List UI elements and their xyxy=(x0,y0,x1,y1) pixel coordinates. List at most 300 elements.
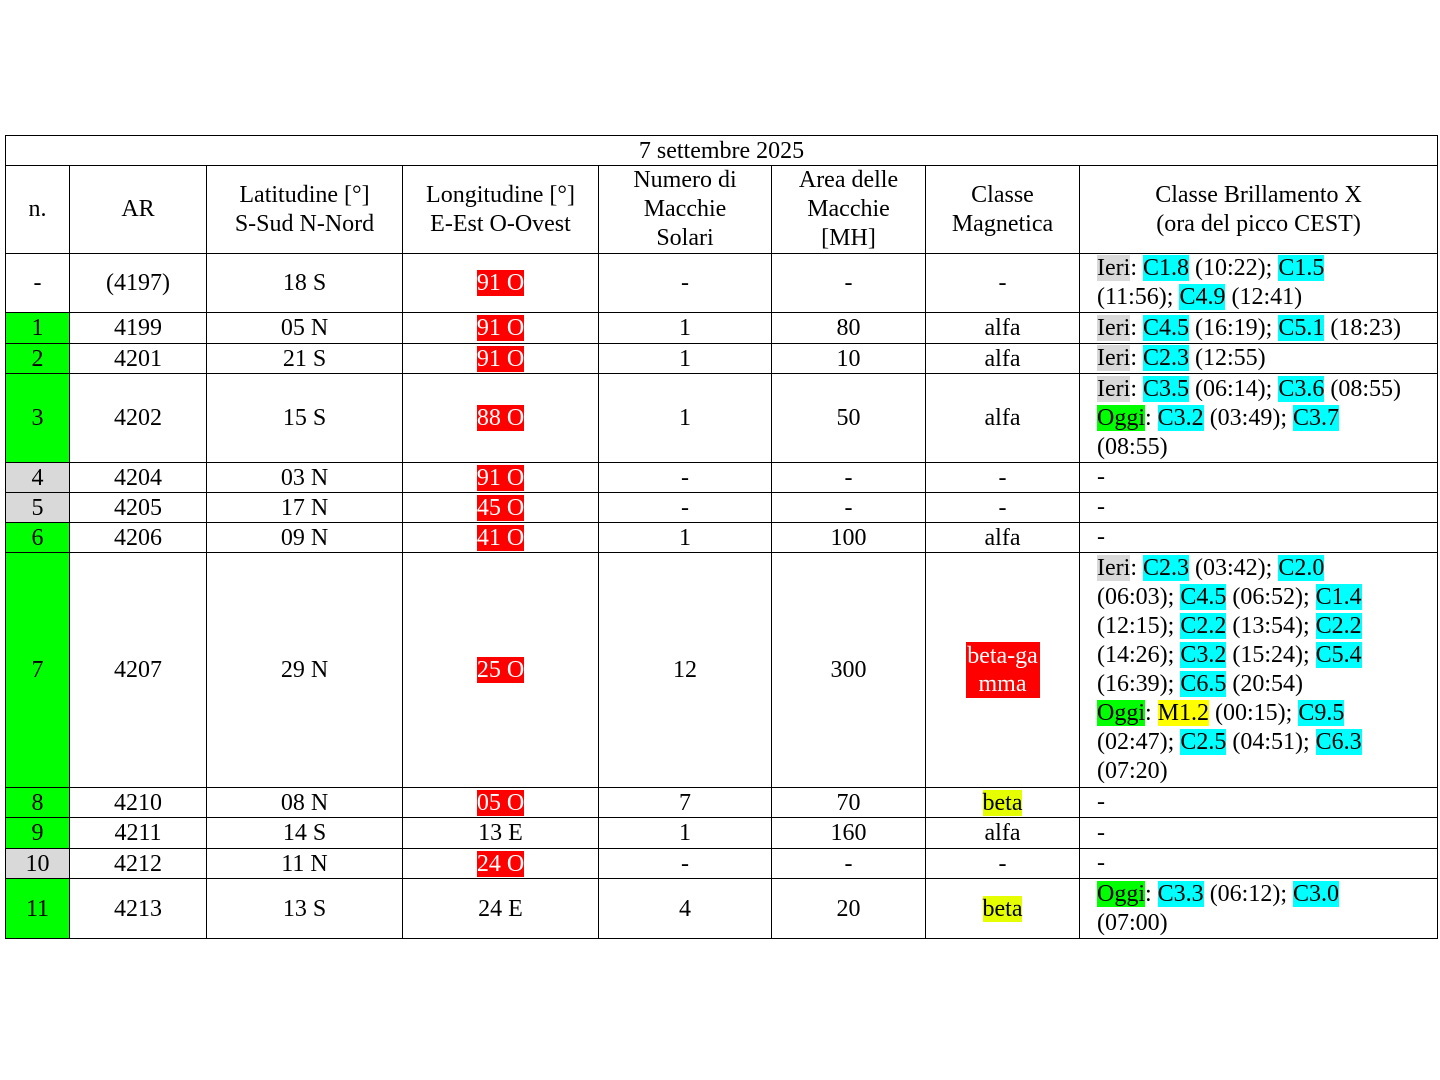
header-line: Solari xyxy=(656,225,714,251)
header-line: Classe xyxy=(971,181,1034,208)
sunspot-table xyxy=(5,135,1438,939)
flare-line xyxy=(1097,314,1431,343)
active-region-text: (4197) xyxy=(106,270,170,296)
longitude-text: 24 E xyxy=(478,895,523,922)
flare-class-value: C5.1 xyxy=(1278,314,1325,341)
flare-line xyxy=(1097,433,1431,462)
sunspot-count xyxy=(599,818,772,849)
flare-class xyxy=(1080,344,1438,374)
day-label-today: Oggi xyxy=(1097,880,1145,907)
table-row xyxy=(6,879,1438,939)
magnetic-class xyxy=(926,493,1080,523)
flare-line xyxy=(1097,757,1431,786)
latitude-text: 14 S xyxy=(282,820,327,846)
header-line: AR xyxy=(121,196,155,222)
flare-line xyxy=(1097,254,1431,283)
latitude xyxy=(207,788,403,818)
magnetic-class xyxy=(926,313,1080,344)
flare-text: (12:15); xyxy=(1097,613,1181,639)
longitude-text: 24 O xyxy=(476,850,525,877)
active-region xyxy=(70,493,207,523)
row-number-text: 4 xyxy=(31,464,44,491)
flare-line xyxy=(1097,404,1431,433)
longitude-text: 41 O xyxy=(476,524,525,551)
longitude xyxy=(403,344,599,374)
flare-text: - xyxy=(1097,850,1105,876)
longitude-text: 05 O xyxy=(476,789,525,816)
flare-text: (07:00) xyxy=(1097,909,1168,936)
active-region-text: 4204 xyxy=(114,464,162,491)
sunspot-count-text: 1 xyxy=(679,524,691,551)
latitude xyxy=(207,818,403,849)
active-region-text: 4207 xyxy=(114,657,162,683)
sunspot-count-text: 1 xyxy=(679,405,691,431)
flare-line xyxy=(1097,788,1431,817)
magnetic-class-text: beta-gamma xyxy=(967,643,1038,697)
sunspot-count-text: 12 xyxy=(673,657,697,683)
sunspot-count-text: - xyxy=(681,270,689,296)
flare-text: (14:26); xyxy=(1097,642,1181,668)
magnetic-class xyxy=(926,344,1080,374)
flare-class xyxy=(1080,374,1438,463)
active-region xyxy=(70,463,207,493)
header-row xyxy=(6,166,1438,254)
longitude xyxy=(403,879,599,939)
flare-class-value: M1.2 xyxy=(1157,700,1210,726)
flare-class-value: C3.7 xyxy=(1293,404,1340,431)
latitude xyxy=(207,313,403,344)
sunspot-area xyxy=(772,818,926,849)
sunspot-count xyxy=(599,493,772,523)
flare-text: - xyxy=(1097,524,1105,550)
flare-text: - xyxy=(1097,494,1105,520)
flare-line xyxy=(1097,554,1431,583)
flare-text: (13:54); xyxy=(1226,613,1316,639)
sunspot-area xyxy=(772,463,926,493)
flare-line xyxy=(1097,728,1431,757)
latitude-text: 21 S xyxy=(282,345,327,372)
flare-text: (12:55) xyxy=(1189,345,1266,371)
latitude xyxy=(207,879,403,939)
flare-class xyxy=(1080,523,1438,553)
flare-text: (00:15); xyxy=(1209,700,1299,726)
row-number-text: 10 xyxy=(25,850,50,877)
magnetic-class xyxy=(926,849,1080,879)
row-number-text: 2 xyxy=(31,345,44,372)
sunspot-area-text: 300 xyxy=(830,657,867,683)
active-region xyxy=(70,879,207,939)
sunspot-count xyxy=(599,254,772,313)
latitude-text: 15 S xyxy=(282,405,327,431)
longitude-text: 88 O xyxy=(476,405,525,431)
day-label-yesterday: Ieri xyxy=(1097,314,1131,341)
flare-line xyxy=(1097,670,1431,699)
row-number xyxy=(6,493,70,523)
latitude-text: 03 N xyxy=(280,464,329,491)
header-line: (ora del picco CEST) xyxy=(1156,210,1361,237)
header-line: n. xyxy=(28,196,47,222)
flare-text: (06:12); xyxy=(1203,880,1294,907)
sunspot-count-text: 1 xyxy=(679,315,691,341)
table-row xyxy=(6,463,1438,493)
active-region xyxy=(70,254,207,313)
latitude-text: 09 N xyxy=(280,524,329,551)
sunspot-count-text: 1 xyxy=(679,820,691,846)
table-title: 7 settembre 2025 xyxy=(6,136,1438,166)
flare-class-value: C3.5 xyxy=(1142,375,1189,402)
header-line: S-Sud N-Nord xyxy=(234,210,375,237)
flare-text: : xyxy=(1130,314,1143,341)
flare-text: (02:47); xyxy=(1097,729,1181,755)
sunspot-count-text: - xyxy=(681,494,689,521)
flare-line xyxy=(1097,463,1431,492)
flare-class xyxy=(1080,493,1438,523)
flare-line xyxy=(1097,375,1431,404)
flare-class xyxy=(1080,553,1438,788)
sunspot-count xyxy=(599,463,772,493)
sunspot-count-text: 4 xyxy=(679,895,691,922)
sunspot-count xyxy=(599,313,772,344)
flare-text: (10:22); xyxy=(1189,255,1279,281)
row-number xyxy=(6,553,70,788)
flare-class-value: C1.8 xyxy=(1142,255,1189,281)
flare-line xyxy=(1097,880,1431,909)
longitude-text: 91 O xyxy=(476,315,525,341)
header-line: Macchie xyxy=(643,196,727,222)
flare-class xyxy=(1080,879,1438,939)
table-row xyxy=(6,788,1438,818)
magnetic-class xyxy=(926,553,1080,788)
magnetic-class xyxy=(926,463,1080,493)
sunspot-count-text: 7 xyxy=(679,789,691,816)
active-region xyxy=(70,523,207,553)
header-latitude xyxy=(207,166,403,254)
flare-line xyxy=(1097,283,1431,312)
active-region-text: 4212 xyxy=(114,850,162,877)
header-line: Macchie xyxy=(807,196,890,222)
table-row xyxy=(6,254,1438,313)
sunspot-area xyxy=(772,849,926,879)
flare-class-value: C2.2 xyxy=(1315,613,1362,639)
header-n xyxy=(6,166,70,254)
longitude xyxy=(403,818,599,849)
table-row xyxy=(6,313,1438,344)
active-region xyxy=(70,553,207,788)
flare-class-value: C4.5 xyxy=(1142,314,1189,341)
flare-text: (16:19); xyxy=(1189,314,1279,341)
magnetic-class-text: - xyxy=(998,494,1007,521)
magnetic-class-text: alfa xyxy=(984,405,1021,431)
latitude-text: 11 N xyxy=(281,850,328,877)
flare-class-value: C9.5 xyxy=(1298,700,1345,726)
flare-class-value: C4.9 xyxy=(1179,284,1226,310)
row-number xyxy=(6,344,70,374)
flare-class-value: C3.3 xyxy=(1157,880,1204,907)
table-row xyxy=(6,344,1438,374)
active-region-text: 4199 xyxy=(114,315,162,341)
longitude-text: 91 O xyxy=(476,464,525,491)
header-line: Area delle xyxy=(798,167,899,193)
sunspot-area-text: 10 xyxy=(836,345,861,372)
flare-class-value: C2.2 xyxy=(1180,613,1227,639)
latitude xyxy=(207,523,403,553)
row-number xyxy=(6,818,70,849)
longitude-text: 45 O xyxy=(476,494,525,521)
day-label-yesterday: Ieri xyxy=(1097,255,1131,281)
row-number xyxy=(6,879,70,939)
table-row xyxy=(6,553,1438,788)
latitude-text: 18 S xyxy=(282,270,327,296)
longitude-text: 91 O xyxy=(476,345,525,372)
flare-text: : xyxy=(1145,404,1158,431)
row-number-text: 11 xyxy=(25,895,50,922)
flare-text: (04:51); xyxy=(1226,729,1316,755)
flare-class-value: C2.3 xyxy=(1142,345,1189,371)
latitude-text: 08 N xyxy=(280,789,329,816)
flare-text: (06:52); xyxy=(1226,584,1316,610)
active-region xyxy=(70,344,207,374)
magnetic-class xyxy=(926,788,1080,818)
flare-text: : xyxy=(1130,375,1143,402)
latitude xyxy=(207,849,403,879)
header-line: Classe Brillamento X xyxy=(1155,181,1362,208)
flare-class-value: C3.0 xyxy=(1293,880,1340,907)
table-row xyxy=(6,374,1438,463)
flare-class-value: C2.5 xyxy=(1180,729,1227,755)
magnetic-class-text: - xyxy=(998,850,1007,877)
header-line: E-Est O-Ovest xyxy=(430,210,571,237)
magnetic-class xyxy=(926,818,1080,849)
flare-text: (20:54) xyxy=(1226,671,1303,697)
flare-line xyxy=(1097,523,1431,552)
longitude-text: 13 E xyxy=(478,820,523,846)
header-ar xyxy=(70,166,207,254)
longitude xyxy=(403,788,599,818)
longitude xyxy=(403,254,599,313)
flare-class xyxy=(1080,313,1438,344)
row-number xyxy=(6,788,70,818)
flare-class-value: C3.2 xyxy=(1180,642,1227,668)
flare-class xyxy=(1080,254,1438,313)
flare-class-value: C2.0 xyxy=(1278,555,1325,581)
longitude-text: 91 O xyxy=(476,270,525,296)
longitude xyxy=(403,493,599,523)
active-region-text: 4213 xyxy=(114,895,162,922)
sunspot-area-text: 70 xyxy=(836,789,861,816)
row-number-text: - xyxy=(33,270,42,296)
sunspot-count xyxy=(599,344,772,374)
magnetic-class xyxy=(926,374,1080,463)
latitude xyxy=(207,553,403,788)
sunspot-count xyxy=(599,523,772,553)
active-region xyxy=(70,788,207,818)
active-region xyxy=(70,313,207,344)
header-line: Latitudine [°] xyxy=(239,181,370,208)
table-row xyxy=(6,523,1438,553)
sunspot-area xyxy=(772,313,926,344)
day-label-yesterday: Ieri xyxy=(1097,345,1131,371)
sunspot-area xyxy=(772,254,926,313)
flare-text: (11:56); xyxy=(1097,284,1180,310)
flare-class-value: C1.5 xyxy=(1278,255,1325,281)
sunspot-area-text: - xyxy=(844,464,853,491)
latitude-text: 05 N xyxy=(280,315,329,341)
flare-line xyxy=(1097,612,1431,641)
flare-text: (16:39); xyxy=(1097,671,1181,697)
magnetic-class xyxy=(926,254,1080,313)
sunspot-area-text: 50 xyxy=(836,405,861,431)
sunspot-area-text: 100 xyxy=(830,524,867,551)
row-number-text: 5 xyxy=(31,494,44,521)
sunspot-area xyxy=(772,493,926,523)
longitude xyxy=(403,523,599,553)
day-label-today: Oggi xyxy=(1097,700,1145,726)
flare-class xyxy=(1080,788,1438,818)
header-line: Numero di xyxy=(633,167,737,193)
flare-line xyxy=(1097,641,1431,670)
sunspot-count xyxy=(599,849,772,879)
magnetic-class xyxy=(926,523,1080,553)
sunspot-count-text: - xyxy=(681,850,689,877)
flare-text: (03:49); xyxy=(1203,404,1294,431)
flare-text: - xyxy=(1097,789,1105,815)
flare-text: (06:03); xyxy=(1097,584,1181,610)
sunspot-count xyxy=(599,788,772,818)
flare-class xyxy=(1080,818,1438,849)
active-region-text: 4210 xyxy=(114,789,162,816)
row-number xyxy=(6,463,70,493)
flare-line xyxy=(1097,583,1431,612)
sunspot-count xyxy=(599,879,772,939)
header-sunspot-area xyxy=(772,166,926,254)
table-row xyxy=(6,849,1438,879)
longitude xyxy=(403,553,599,788)
magnetic-class-text: alfa xyxy=(984,345,1021,372)
flare-text: (06:14); xyxy=(1189,375,1279,402)
magnetic-class-text: beta xyxy=(982,789,1023,816)
flare-class xyxy=(1080,463,1438,493)
flare-class-value: C6.5 xyxy=(1180,671,1227,697)
flare-class-value: C6.3 xyxy=(1315,729,1362,755)
header-magnetic-class xyxy=(926,166,1080,254)
sunspot-count xyxy=(599,374,772,463)
row-number xyxy=(6,313,70,344)
longitude xyxy=(403,374,599,463)
row-number-text: 7 xyxy=(31,657,44,683)
day-label-yesterday: Ieri xyxy=(1097,375,1131,402)
latitude xyxy=(207,493,403,523)
flare-text: : xyxy=(1145,700,1158,726)
flare-class xyxy=(1080,849,1438,879)
flare-text: (18:23) xyxy=(1324,314,1401,341)
flare-class-value: C3.6 xyxy=(1278,375,1325,402)
flare-line xyxy=(1097,493,1431,522)
flare-line xyxy=(1097,699,1431,728)
latitude xyxy=(207,463,403,493)
row-number xyxy=(6,849,70,879)
latitude xyxy=(207,374,403,463)
table-row xyxy=(6,818,1438,849)
longitude xyxy=(403,463,599,493)
active-region xyxy=(70,374,207,463)
header-line: Longitudine [°] xyxy=(426,181,575,208)
magnetic-class-text: alfa xyxy=(984,315,1021,341)
flare-text: : xyxy=(1145,880,1158,907)
header-sunspot-count xyxy=(599,166,772,254)
sunspot-area-text: 160 xyxy=(830,820,867,846)
sunspot-area-text: 20 xyxy=(836,895,861,922)
header-flare-class xyxy=(1080,166,1438,254)
sunspot-area xyxy=(772,879,926,939)
magnetic-class xyxy=(926,879,1080,939)
flare-class-value: C1.4 xyxy=(1315,584,1362,610)
header-line: Magnetica xyxy=(951,210,1054,237)
sunspot-area xyxy=(772,523,926,553)
longitude-text: 25 O xyxy=(476,657,525,683)
flare-class-value: C4.5 xyxy=(1180,584,1227,610)
flare-text: (08:55) xyxy=(1097,433,1168,460)
sunspot-area-text: 80 xyxy=(836,315,861,341)
sunspot-area xyxy=(772,344,926,374)
flare-class-value: C3.2 xyxy=(1157,404,1204,431)
row-number-text: 9 xyxy=(31,820,44,846)
row-number xyxy=(6,523,70,553)
active-region-text: 4205 xyxy=(114,494,162,521)
flare-class-value: C2.3 xyxy=(1142,555,1189,581)
flare-text: (08:55) xyxy=(1324,375,1401,402)
magnetic-class-text: - xyxy=(998,464,1007,491)
flare-line xyxy=(1097,819,1431,848)
flare-text: : xyxy=(1130,255,1143,281)
flare-text: - xyxy=(1097,464,1105,490)
latitude-text: 17 N xyxy=(280,494,329,521)
sunspot-count-text: - xyxy=(681,464,689,491)
day-label-today: Oggi xyxy=(1097,404,1145,431)
magnetic-class-text: - xyxy=(998,270,1007,296)
flare-line xyxy=(1097,909,1431,938)
flare-line xyxy=(1097,849,1431,878)
sunspot-area xyxy=(772,788,926,818)
row-number xyxy=(6,254,70,313)
row-number xyxy=(6,374,70,463)
longitude xyxy=(403,849,599,879)
latitude-text: 29 N xyxy=(280,657,329,683)
magnetic-class-text: alfa xyxy=(984,524,1021,551)
longitude xyxy=(403,313,599,344)
active-region-text: 4206 xyxy=(114,524,162,551)
sunspot-area-text: - xyxy=(844,494,853,521)
row-number-text: 1 xyxy=(31,315,44,341)
flare-text: : xyxy=(1130,555,1143,581)
flare-text: (15:24); xyxy=(1226,642,1316,668)
sunspot-count-text: 1 xyxy=(679,345,691,372)
flare-text: (07:20) xyxy=(1097,758,1168,784)
flare-text: (12:41) xyxy=(1225,284,1303,310)
magnetic-class-text: beta xyxy=(982,895,1023,922)
active-region xyxy=(70,818,207,849)
active-region-text: 4201 xyxy=(114,345,162,372)
sunspot-area xyxy=(772,374,926,463)
table-row xyxy=(6,493,1438,523)
flare-line xyxy=(1097,344,1431,373)
flare-text: (03:42); xyxy=(1189,555,1279,581)
header-line: [MH] xyxy=(821,225,876,251)
day-label-yesterday: Ieri xyxy=(1097,555,1131,581)
flare-text: - xyxy=(1097,819,1105,846)
row-number-text: 6 xyxy=(31,524,44,551)
magnetic-class-text: alfa xyxy=(984,820,1021,846)
flare-class-value: C5.4 xyxy=(1315,642,1362,668)
